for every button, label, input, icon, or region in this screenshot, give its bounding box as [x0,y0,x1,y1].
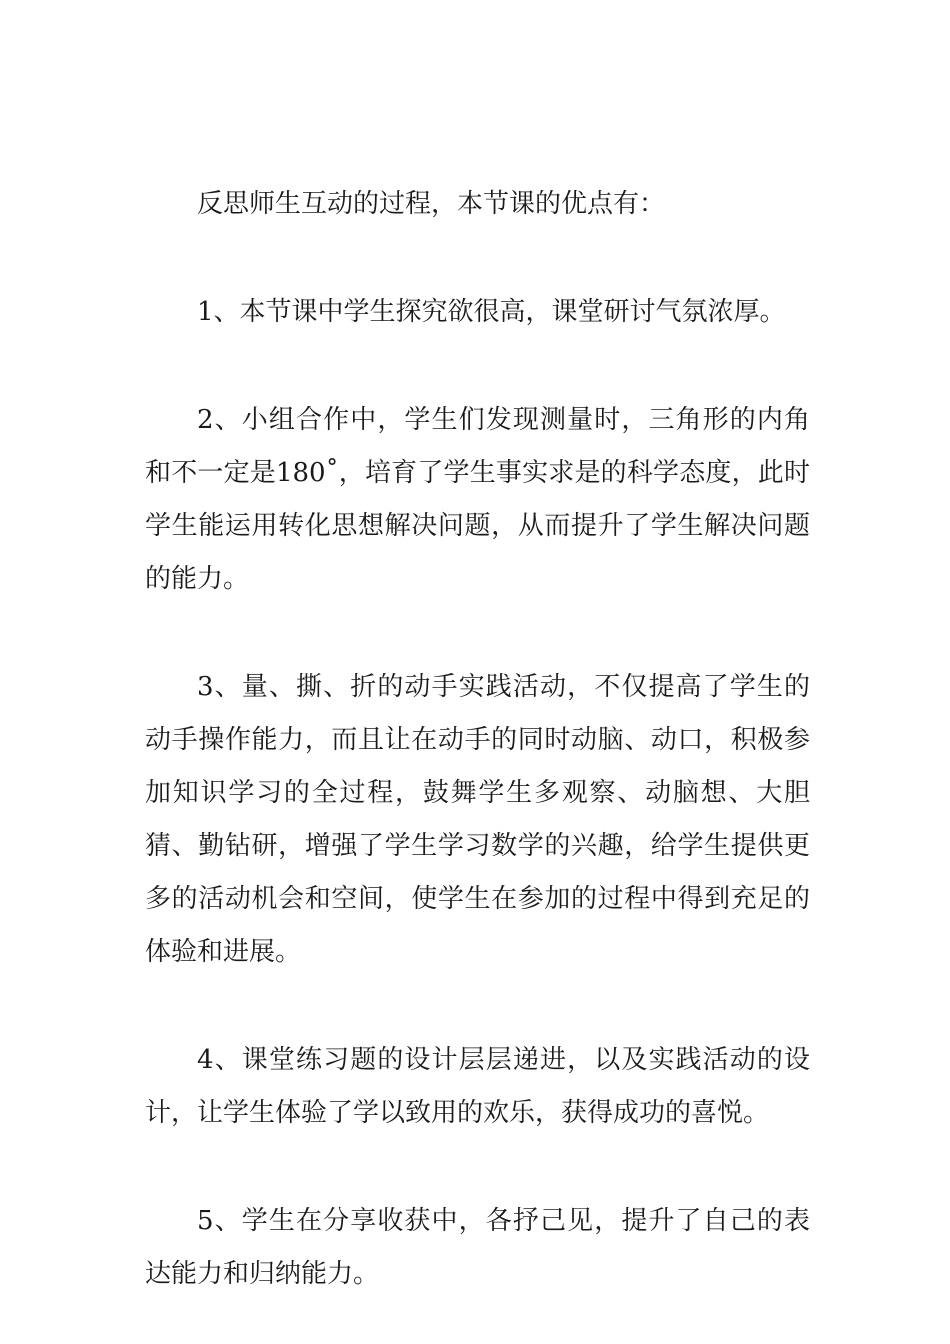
paragraph-gap [145,1140,810,1195]
point-paragraph-2: 2、小组合作中，学生们发现测量时，三角形的内角和不一定是180˚，培育了学生事实求是的科学态度，此时学生能运用转化思想解决问题，从而提升了学生解决问题的能力。 [145,405,810,594]
paragraph-gap [145,606,810,661]
point-paragraph-3: 3、量、撕、折的动手实践活动，不仅提高了学生的动手操作能力，而且让在动手的同时动脑、动口，积极参加知识学习的全过程，鼓舞学生多观察、动脑想、大胆猜、勤钻研，增强了学生学习数学的兴趣，给学生提供更多的活动机会和空间，使学生在参加的过程中得到充足的体验和进展。 [145,672,810,967]
paragraph-gap [145,231,810,286]
paragraph-gap [145,979,810,1034]
point-paragraph-4: 4、课堂练习题的设计层层递进，以及实践活动的设计，让学生体验了学以致用的欢乐，获得成功的喜悦。 [145,1045,810,1128]
intro-paragraph: 反思师生互动的过程，本节课的优点有： [197,189,666,219]
paragraph-gap [145,339,810,394]
document-body [145,178,810,1301]
point-paragraph-1: 1、本节课中学生探究欲很高，课堂研讨气氛浓厚。 [197,297,786,327]
point-paragraph-5: 5、学生在分享收获中，各抒己见，提升了自己的表达能力和归纳能力。 [145,1206,810,1289]
